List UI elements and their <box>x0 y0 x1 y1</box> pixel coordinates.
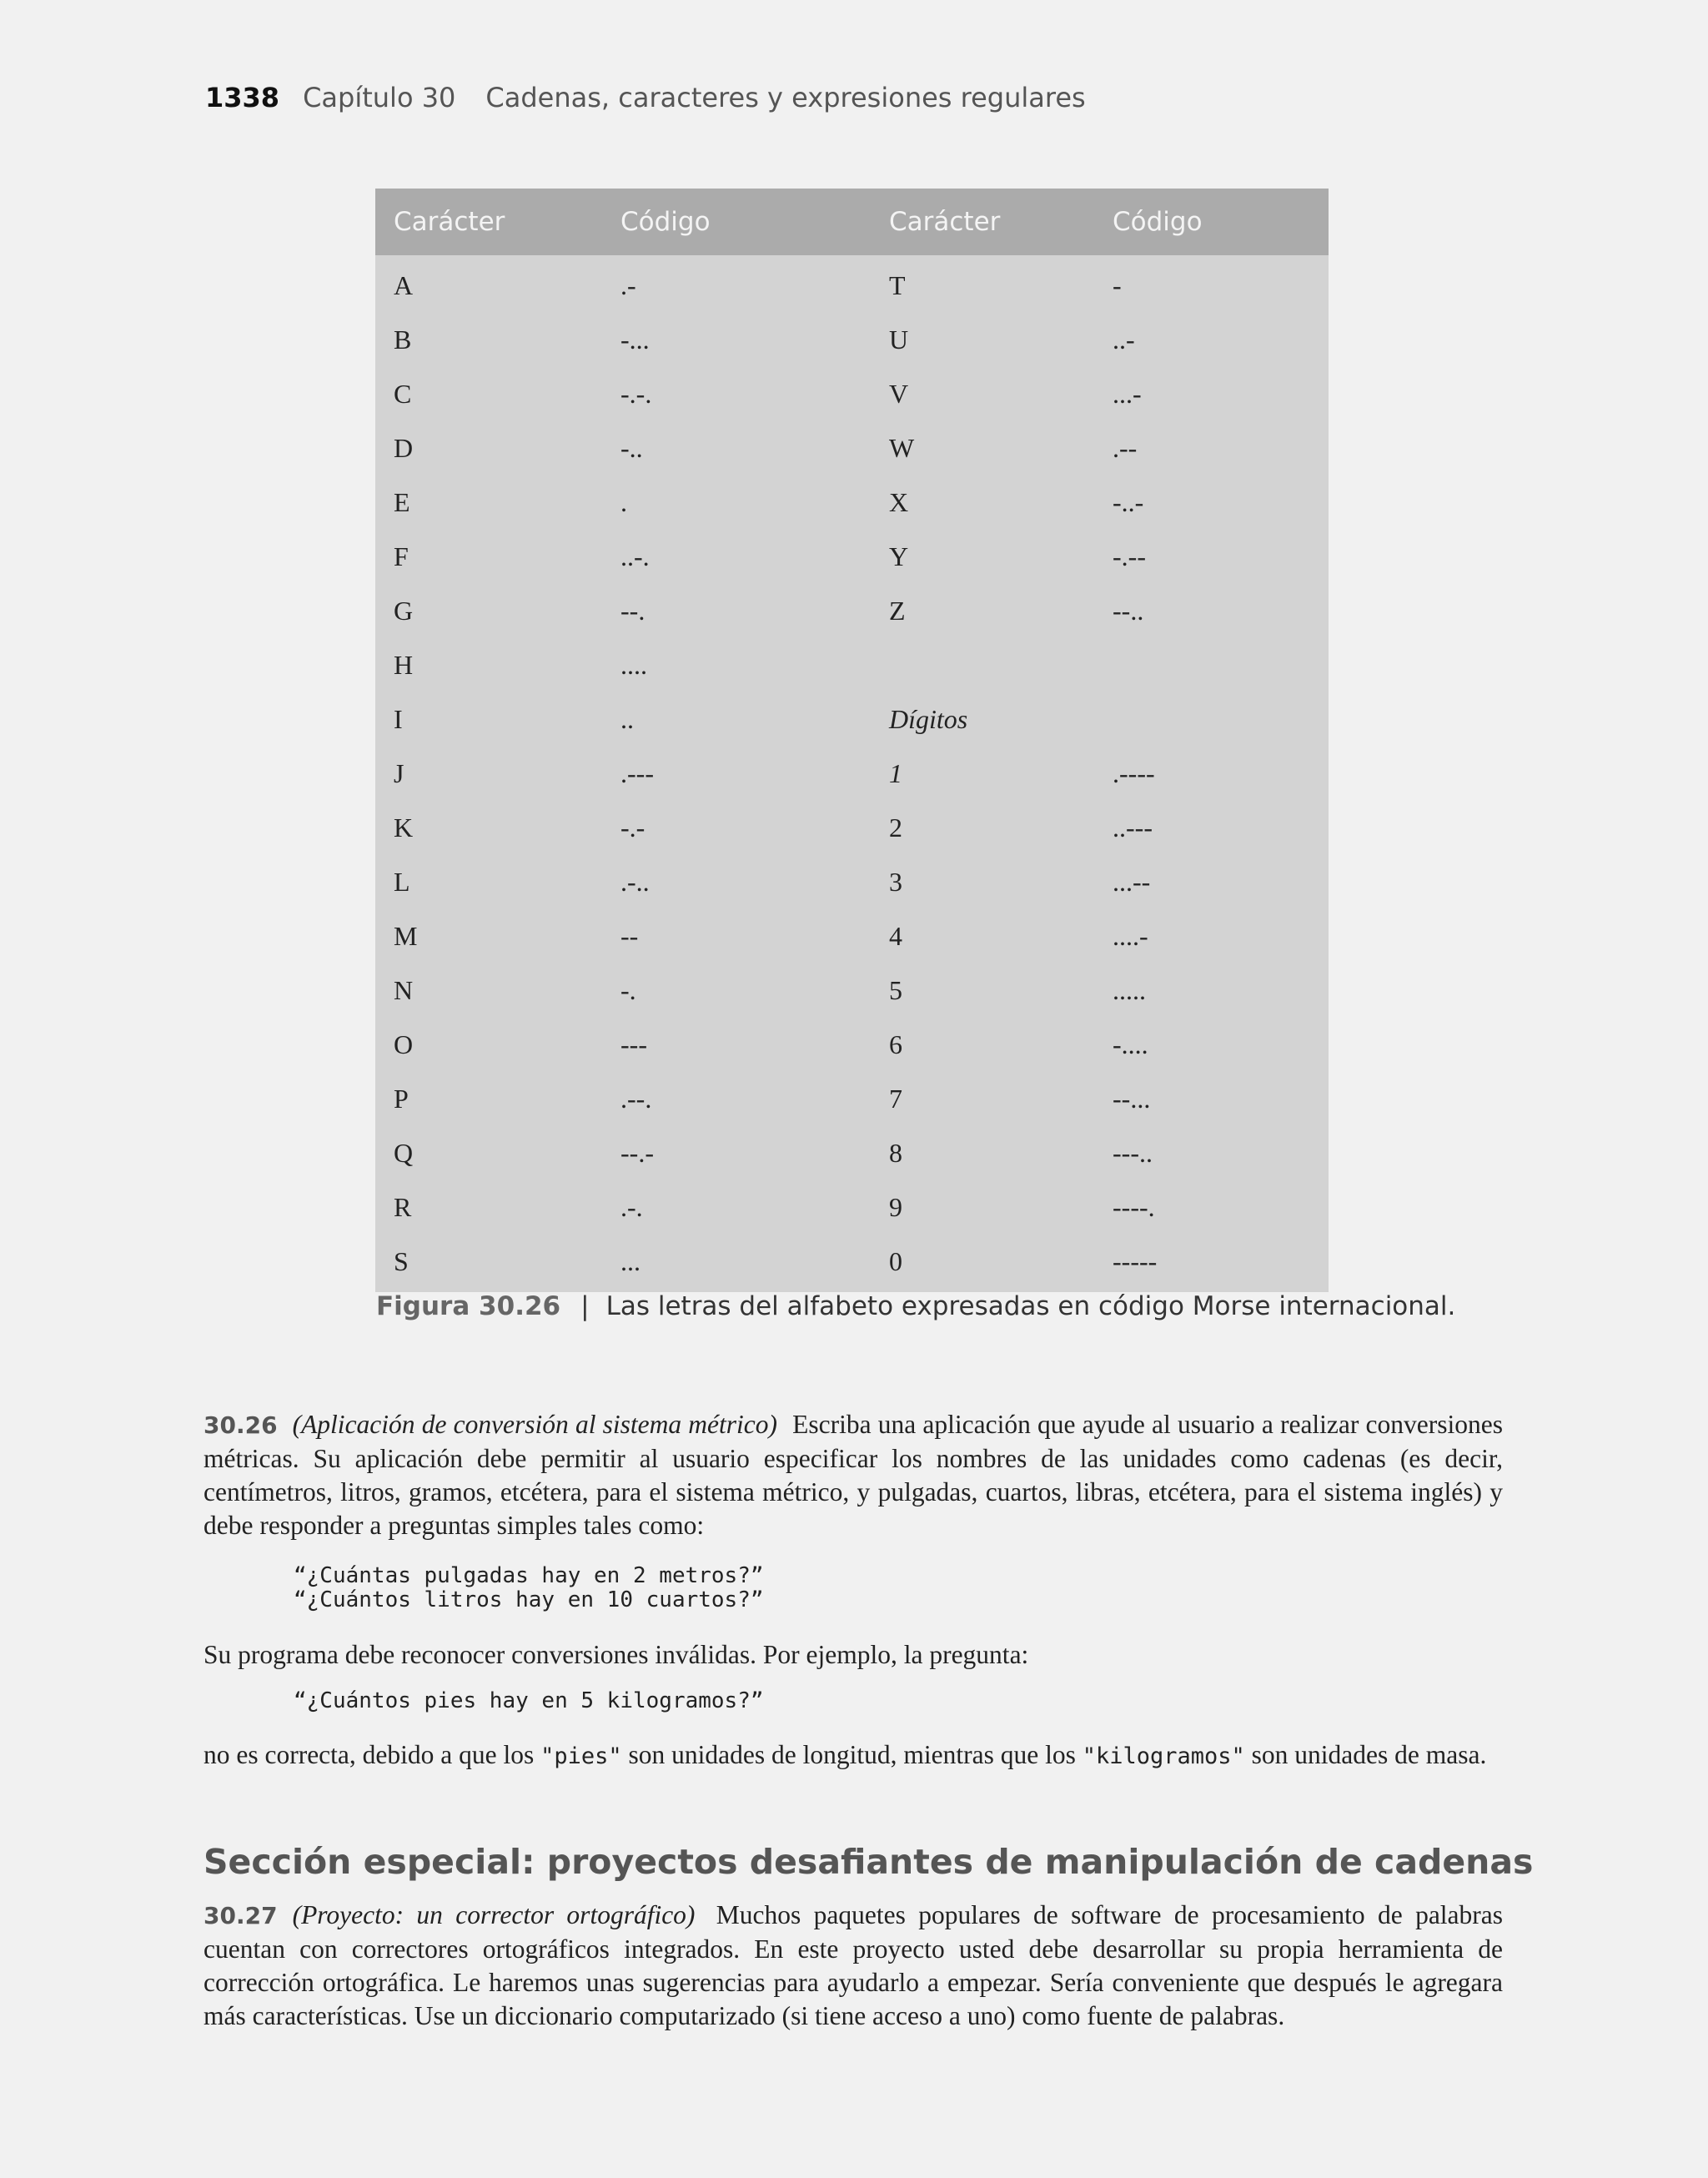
table-row <box>375 1184 1329 1238</box>
cell-codigo-1: .. <box>620 704 634 734</box>
exercise-30-26 <box>203 1408 1503 1542</box>
section-heading: Sección especial: proyectos desafiantes de manipulación de cadenas <box>203 1842 1534 1882</box>
cell-codigo-1: .-.. <box>620 867 650 897</box>
cell-caracter-1: H <box>394 650 414 680</box>
header-caracter-1: Carácter <box>394 207 505 237</box>
exercise-title: (Aplicación de conversión al sistema métrico) <box>292 1410 777 1439</box>
cell-caracter-2: 5 <box>889 975 902 1005</box>
figure-caption <box>376 1291 1455 1321</box>
table-row <box>375 804 1329 858</box>
explanation-part-3: son unidades de masa. <box>1251 1740 1487 1769</box>
header-caracter-2: Carácter <box>889 207 1001 237</box>
cell-caracter-2: 2 <box>889 812 902 843</box>
cell-codigo-2: ..- <box>1113 324 1135 355</box>
cell-codigo-1: ... <box>620 1246 640 1276</box>
cell-caracter-2: T <box>889 270 906 300</box>
cell-caracter-1: D <box>394 433 414 463</box>
cell-caracter-1: Q <box>394 1138 414 1168</box>
exercise-number: 30.26 <box>203 1411 278 1439</box>
morse-table <box>375 189 1329 1292</box>
table-row <box>375 587 1329 641</box>
chapter-title: Cadenas, caracteres y expresiones regulares <box>485 82 1086 113</box>
table-row <box>375 858 1329 913</box>
cell-codigo-1: -.-. <box>620 379 652 409</box>
header-codigo-1: Código <box>620 207 711 237</box>
cell-caracter-1: A <box>394 270 414 300</box>
cell-caracter-1: B <box>394 324 412 355</box>
explanation-part-1: no es correcta, debido a que los <box>203 1740 535 1769</box>
cell-codigo-1: . <box>620 487 627 517</box>
cell-codigo-2: ...- <box>1113 379 1142 409</box>
cell-codigo-1: .--- <box>620 758 654 788</box>
cell-caracter-2: 1 <box>889 758 902 788</box>
cell-codigo-1: -- <box>620 921 639 951</box>
table-row <box>375 370 1329 425</box>
table-body <box>375 262 1329 1292</box>
cell-codigo-2: ---.. <box>1113 1138 1153 1168</box>
table-row <box>375 750 1329 804</box>
table-header-row <box>375 189 1329 255</box>
cell-codigo-2: -.... <box>1113 1029 1148 1059</box>
cell-caracter-2: 6 <box>889 1029 902 1059</box>
exercise-text: Muchos paquetes populares de software de procesamiento de palabras cuentan con correctores ortográficos integrados. En este proyecto usted debe desarrollar su propia herramienta de corrección ortográfica. Le haremos unas sugerencias para ayudarlo a empezar. Sería conveniente que después le agregara más características. Use un diccionario computarizado (si tiene acceso a uno) como fuente de palabras. <box>203 1900 1504 2030</box>
code-example-3: “¿Cuántos pies hay en 5 kilogramos?” <box>294 1688 764 1713</box>
cell-caracter-2: 7 <box>889 1084 902 1114</box>
table-row <box>375 641 1329 696</box>
cell-codigo-2: -.-- <box>1113 541 1146 571</box>
cell-codigo-2: ----. <box>1113 1192 1155 1222</box>
cell-caracter-2: W <box>889 433 915 463</box>
cell-codigo-1: --. <box>620 596 646 626</box>
cell-caracter-2: 3 <box>889 867 902 897</box>
cell-codigo-1: ..-. <box>620 541 650 571</box>
page-number: 1338 <box>205 82 280 113</box>
inline-code-pies: "pies" <box>540 1743 622 1769</box>
cell-codigo-1: -.. <box>620 433 643 463</box>
table-row <box>375 913 1329 967</box>
code-example-2: “¿Cuántos litros hay en 10 cuartos?” <box>294 1587 764 1612</box>
cell-codigo-1: -.- <box>620 812 646 843</box>
cell-caracter-1: J <box>394 758 404 788</box>
cell-codigo-1: --- <box>620 1029 647 1059</box>
cell-codigo-1: --.- <box>620 1138 654 1168</box>
table-row <box>375 533 1329 587</box>
cell-codigo-1: -... <box>620 324 650 355</box>
table-row <box>375 1021 1329 1075</box>
cell-caracter-1: C <box>394 379 412 409</box>
cell-caracter-1: N <box>394 975 414 1005</box>
cell-caracter-1: M <box>394 921 418 951</box>
cell-codigo-2: ..--- <box>1113 812 1153 843</box>
cell-caracter-1: P <box>394 1084 409 1114</box>
cell-codigo-2: .---- <box>1113 758 1155 788</box>
cell-codigo-2: ..... <box>1113 975 1146 1005</box>
cell-caracter-1: S <box>394 1246 409 1276</box>
table-row <box>375 425 1329 479</box>
caption-separator: | <box>580 1291 590 1321</box>
table-row <box>375 479 1329 533</box>
cell-caracter-2: 8 <box>889 1138 902 1168</box>
cell-codigo-1: .-. <box>620 1192 643 1222</box>
cell-caracter-1: O <box>394 1029 414 1059</box>
cell-caracter-2: Dígitos <box>889 704 968 734</box>
chapter-label: Capítulo 30 <box>303 82 456 113</box>
cell-caracter-2: V <box>889 379 909 409</box>
table-row <box>375 316 1329 370</box>
paragraph-explanation <box>203 1738 1503 1773</box>
table-row <box>375 967 1329 1021</box>
table-row <box>375 262 1329 316</box>
cell-caracter-1: I <box>394 704 403 734</box>
cell-codigo-2: --... <box>1113 1084 1151 1114</box>
table-row <box>375 696 1329 750</box>
cell-codigo-1: .--. <box>620 1084 652 1114</box>
code-example-1: “¿Cuántas pulgadas hay en 2 metros?” <box>294 1563 764 1588</box>
cell-caracter-1: R <box>394 1192 412 1222</box>
cell-caracter-2: 4 <box>889 921 902 951</box>
cell-codigo-1: .- <box>620 270 636 300</box>
cell-codigo-2: ...-- <box>1113 867 1151 897</box>
table-row <box>375 1129 1329 1184</box>
cell-caracter-1: L <box>394 867 410 897</box>
cell-codigo-2: ----- <box>1113 1246 1158 1276</box>
paragraph-invalid-conversions: Su programa debe reconocer conversiones inválidas. Por ejemplo, la pregunta: <box>203 1640 1029 1669</box>
figure-label: Figura 30.26 <box>376 1291 561 1321</box>
cell-codigo-1: .... <box>620 650 647 680</box>
inline-code-kilogramos: "kilogramos" <box>1082 1743 1245 1769</box>
cell-codigo-2: .-- <box>1113 433 1138 463</box>
exercise-30-27 <box>203 1899 1503 2033</box>
running-header <box>205 82 1086 113</box>
table-row <box>375 1238 1329 1292</box>
exercise-text: Escriba una aplicación que ayude al usuario a realizar conversiones métricas. Su aplicación debe permitir al usuario especificar los nombres de las unidades como cadenas (es decir, centímetros, litros, gramos, etcétera, para el sistema métrico, y pulgadas, cuartos, libras, etcétera, para el sistema inglés) y debe responder a preguntas simples tales como: <box>203 1410 1503 1540</box>
cell-caracter-1: E <box>394 487 410 517</box>
cell-caracter-2: U <box>889 324 909 355</box>
explanation-part-2: son unidades de longitud, mientras que los <box>628 1740 1076 1769</box>
cell-caracter-2: 0 <box>889 1246 902 1276</box>
caption-text: Las letras del alfabeto expresadas en código Morse internacional. <box>605 1291 1456 1321</box>
cell-caracter-1: F <box>394 541 409 571</box>
cell-caracter-2: Z <box>889 596 906 626</box>
exercise-title: (Proyecto: un corrector ortográfico) <box>292 1900 696 1929</box>
cell-codigo-2: -..- <box>1113 487 1144 517</box>
cell-codigo-2: - <box>1113 270 1122 300</box>
cell-codigo-1: -. <box>620 975 636 1005</box>
cell-codigo-2: ....- <box>1113 921 1148 951</box>
cell-caracter-2: 9 <box>889 1192 902 1222</box>
cell-caracter-1: G <box>394 596 414 626</box>
cell-caracter-1: K <box>394 812 414 843</box>
exercise-number: 30.27 <box>203 1902 278 1929</box>
table-row <box>375 1075 1329 1129</box>
cell-caracter-2: Y <box>889 541 909 571</box>
cell-codigo-2: --.. <box>1113 596 1144 626</box>
cell-caracter-2: X <box>889 487 909 517</box>
header-codigo-2: Código <box>1113 207 1203 237</box>
